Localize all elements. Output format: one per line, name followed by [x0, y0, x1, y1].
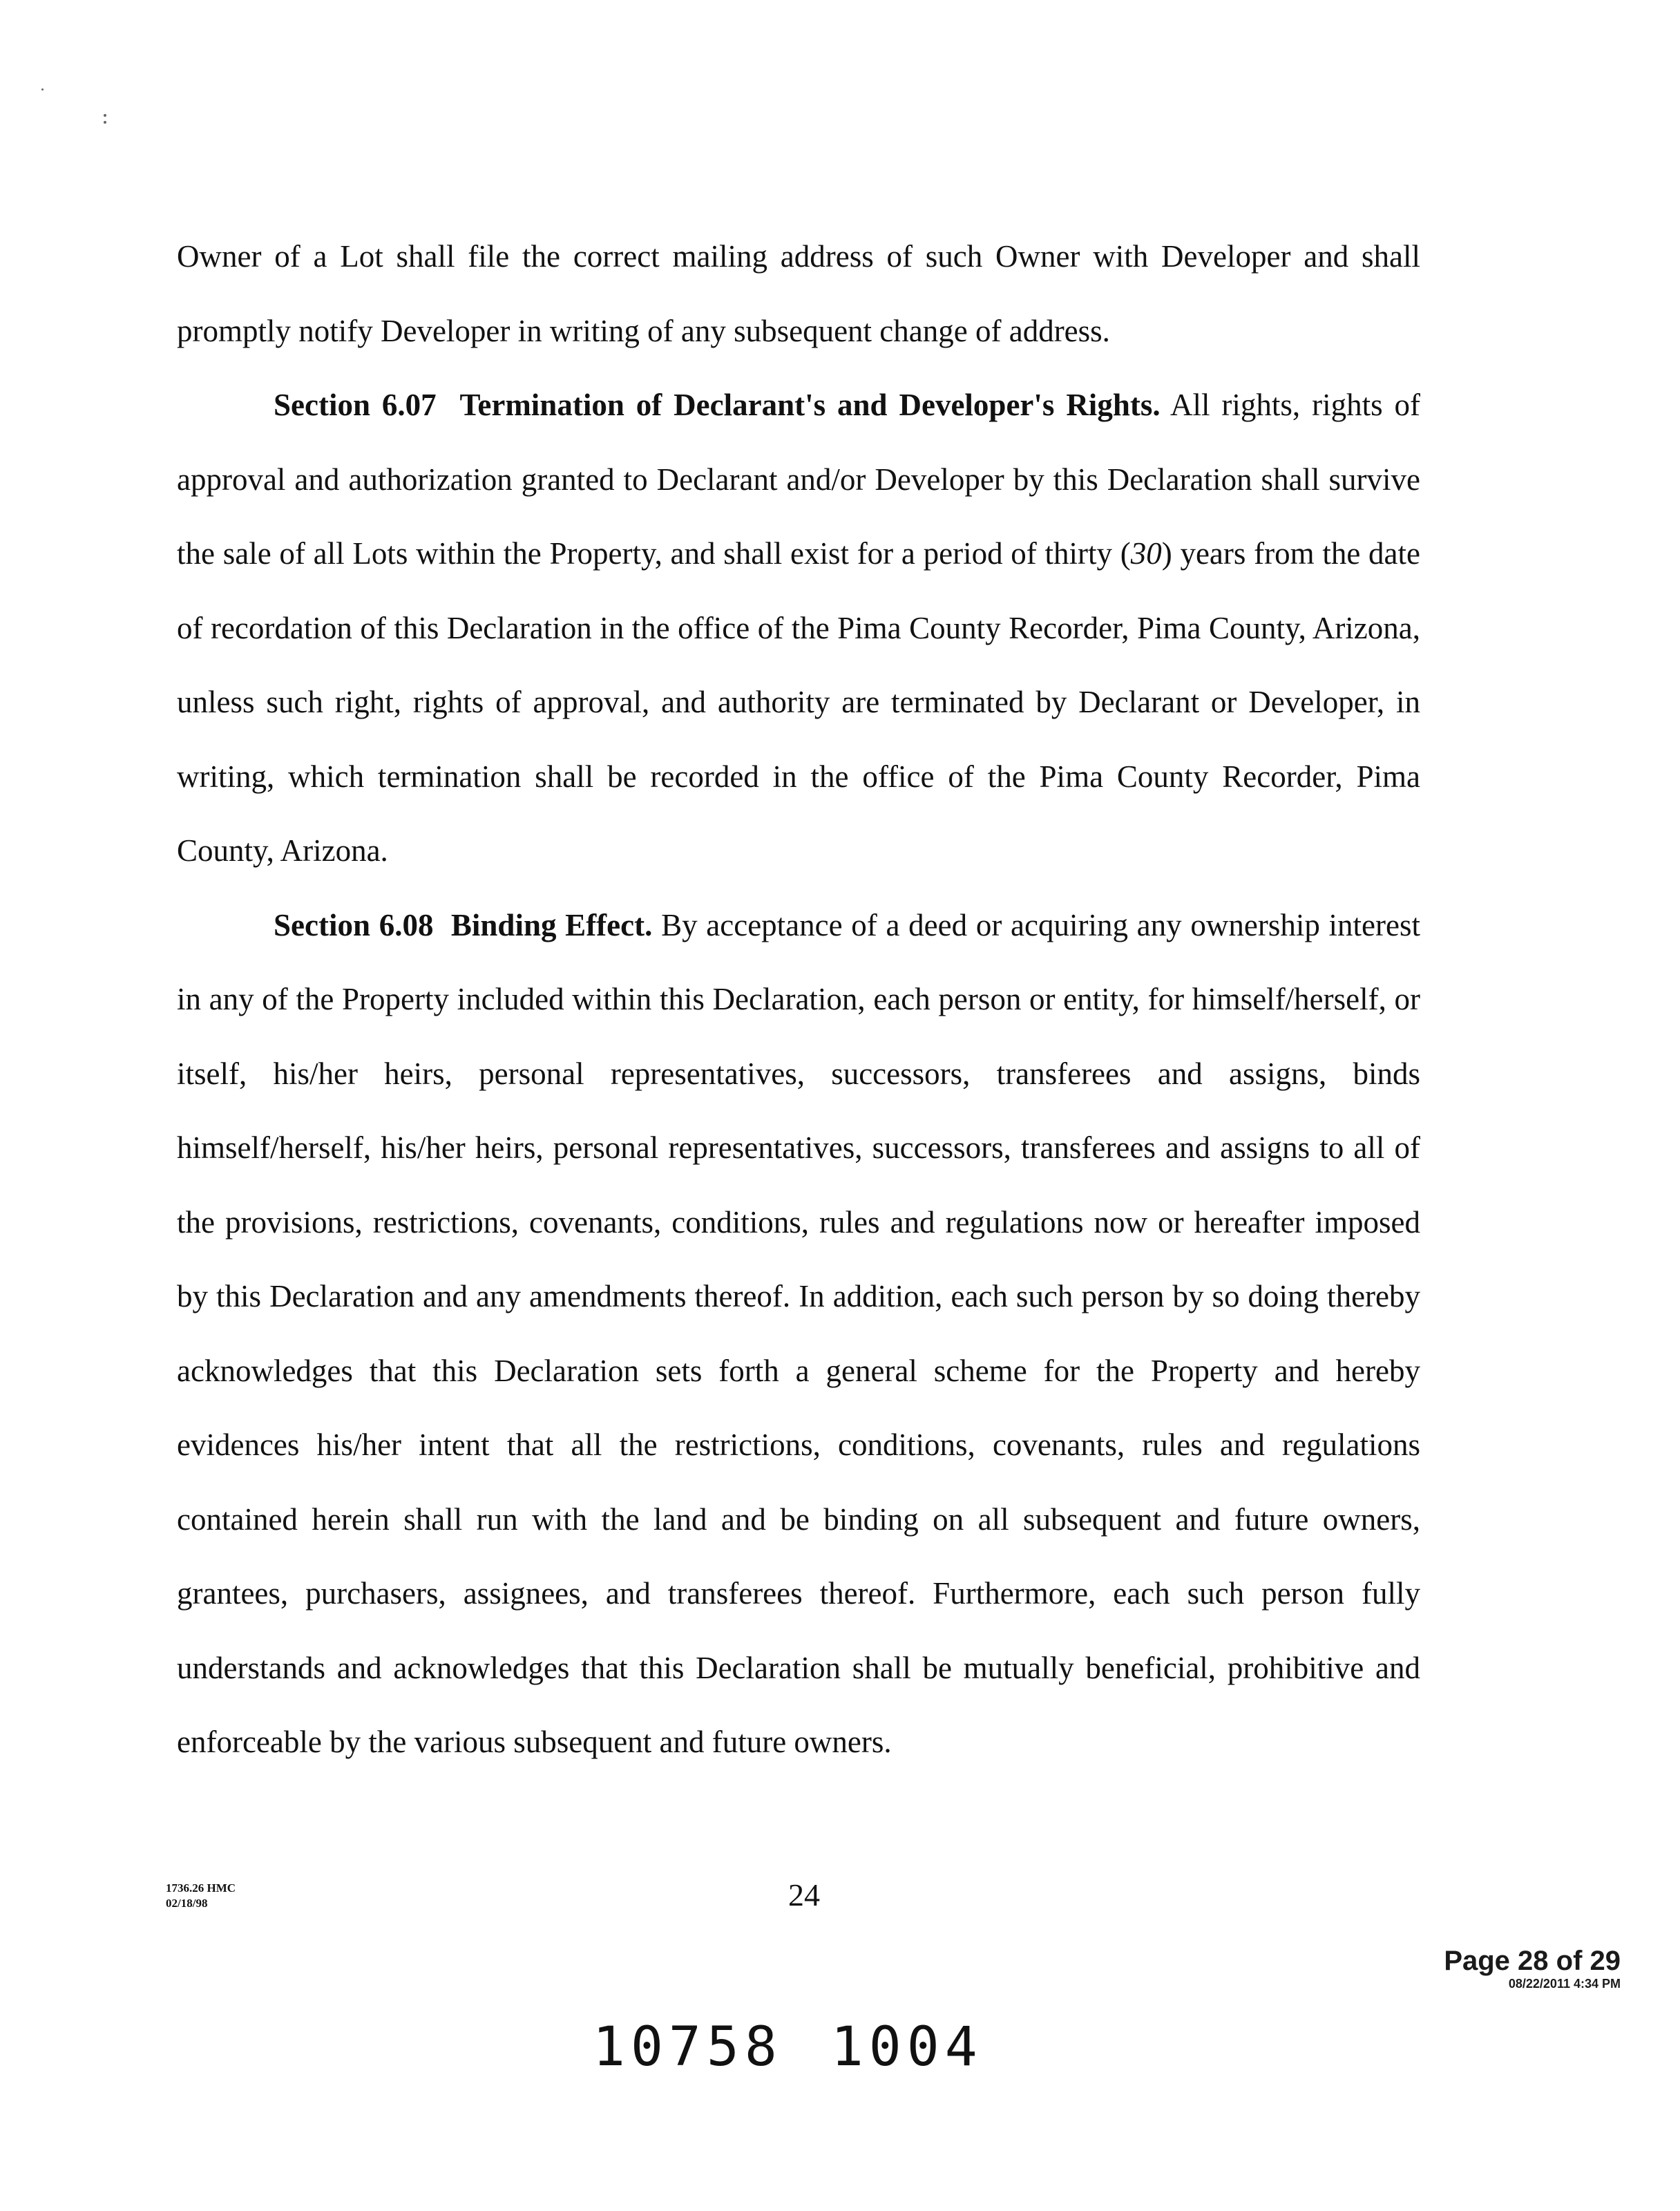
- section-6-08-number: Section 6.08: [274, 907, 434, 942]
- page-count-timestamp: 08/22/2011 4:34 PM: [1508, 1977, 1621, 1991]
- page-count-stamp: [1444, 1946, 1621, 1991]
- scan-speck: [104, 114, 106, 117]
- section-6-07-text-start: All rights, rights of approval and authorization granted to Declarant and/or Developer by this Declaration shall survive the sale of all Lots within the Property, and shall exist for a period of thirty (: [177, 388, 1420, 571]
- section-6-08-heading: Binding Effect.: [450, 907, 653, 942]
- page-number: [0, 1877, 1680, 1913]
- section-6-08-paragraph: [177, 889, 1420, 1780]
- recording-page: 1004: [830, 2016, 983, 2078]
- section-6-07-text-end: ) years from the date of recordation of this Declaration in the office of the Pima County Recorder, Pima County, Arizona, unless such right, rights of approval, and authority are terminated by Declarant or Developer, in writing, which termination shall be recorded in the office of the Pima County Recorder, Pima County, Arizona.: [177, 536, 1420, 868]
- section-6-08-text: By acceptance of a deed or acquiring any ownership interest in any of the Property included within this Declaration, each person or entity, for himself/herself, or itself, his/her heirs, personal representatives, successors, transferees and assigns, binds himself/herself, his/her heirs, personal representatives, successors, transferees and assigns to all of the provisions, restrictions, covenants, conditions, rules and regulations now or hereafter imposed by this Declaration and any amendments thereof. In addition, each such person by so doing thereby acknowledges that this Declaration sets forth a general scheme for the Property and hereby evidences his/her intent that all the restrictions, conditions, covenants, rules and regulations contained herein shall run with the land and be binding on all subsequent and future owners, grantees, purchasers, assignees, and transferees thereof. Furthermore, each such person fully understands and acknowledges that this Declaration shall be mutually beneficial, prohibitive and enforceable by the various subsequent and future owners.: [177, 907, 1420, 1759]
- section-6-07-italic-number: 30: [1130, 536, 1162, 571]
- opening-paragraph: Owner of a Lot shall file the correct mailing address of such Owner with Developer and shall promptly notify Developer in writing of any subsequent change of address.: [177, 239, 1420, 348]
- document-body: [177, 220, 1420, 1780]
- section-6-07-heading: Termination of Declarant's and Developer's Rights.: [459, 388, 1161, 422]
- scan-speck: [41, 88, 44, 91]
- scan-speck: [104, 121, 106, 124]
- page-number-value: 24: [788, 1877, 820, 1913]
- page-count-label: Page 28 of 29: [1444, 1946, 1621, 1976]
- document-code-date: 02/18/98: [166, 1897, 208, 1910]
- section-6-07-number: Section 6.07: [274, 388, 437, 422]
- section-6-07-paragraph: [177, 368, 1420, 889]
- document-code-id: 1736.26 HMC: [166, 1881, 236, 1895]
- recording-number: [593, 2016, 983, 2078]
- recording-book: 10758: [593, 2016, 783, 2078]
